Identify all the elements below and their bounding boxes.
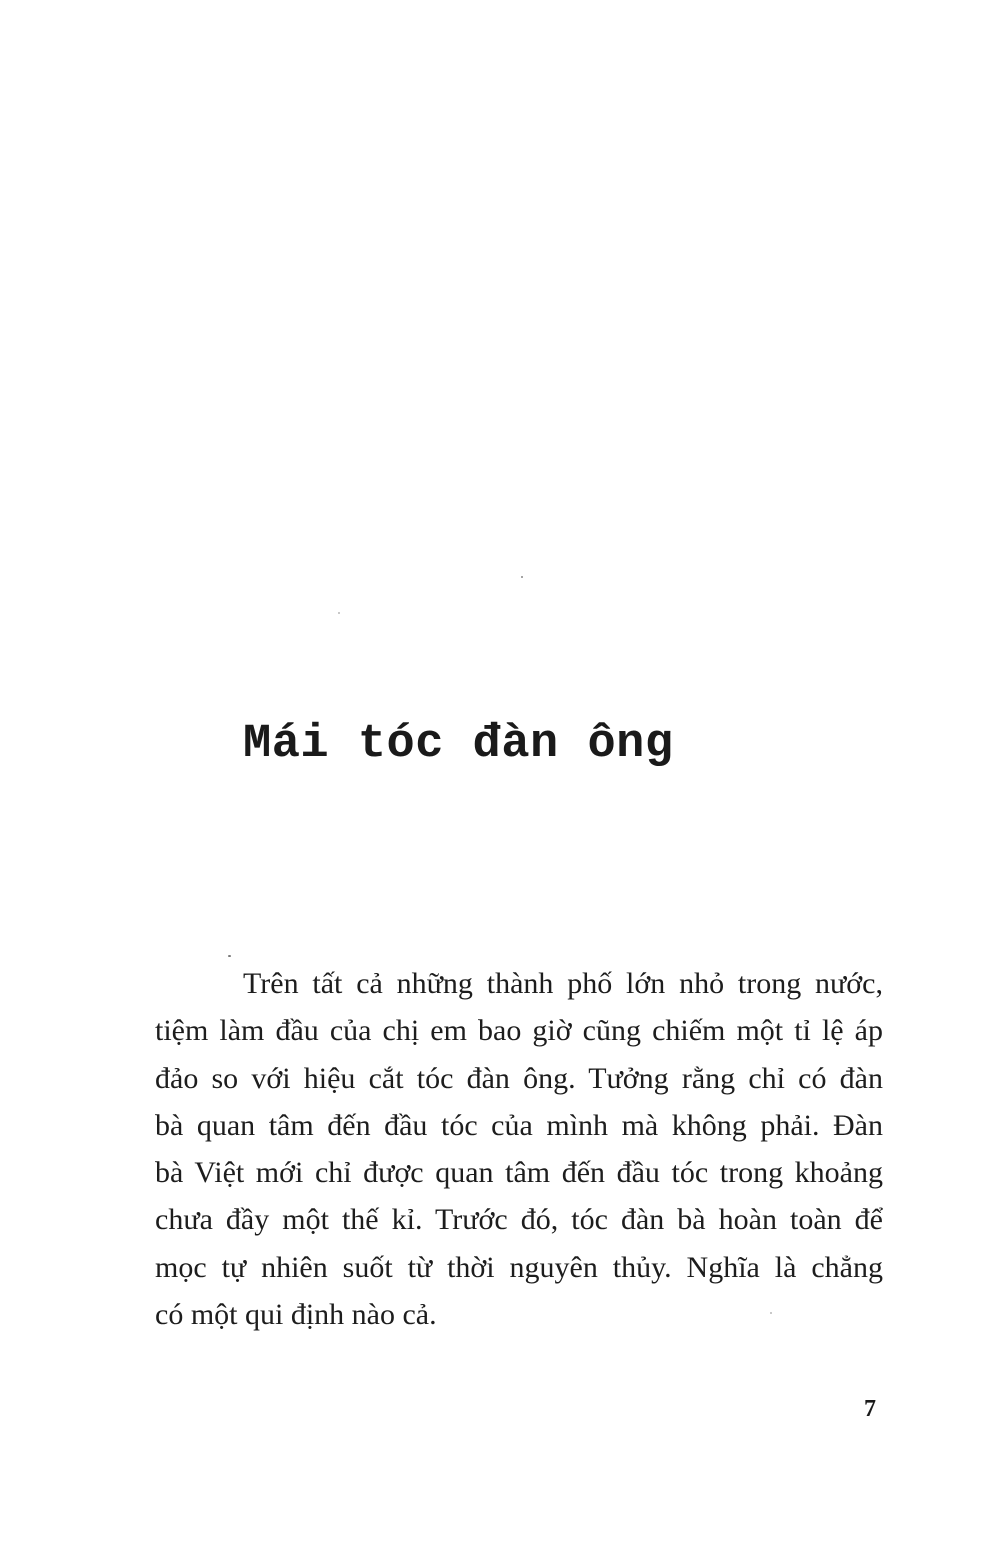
paragraph-line: bà Việt mới chỉ được quan tâm đến đầu tóc trong khoảng	[155, 1156, 883, 1190]
chapter-title: Mái tóc đàn ông	[243, 718, 674, 771]
paragraph-line: bà quan tâm đến đầu tóc của mình mà không phải. Đàn	[155, 1108, 883, 1142]
paper-speck	[338, 612, 340, 614]
paragraph-line: chưa đầy một thế kỉ. Trước đó, tóc đàn bà hoàn toàn để	[155, 1203, 883, 1237]
paper-speck	[228, 955, 231, 957]
paragraph-line: tiệm làm đầu của chị em bao giờ cũng chiếm một tỉ lệ áp	[155, 1014, 883, 1048]
page-number: 7	[864, 1396, 876, 1422]
body-paragraph	[155, 960, 883, 1338]
paragraph-line: đảo so với hiệu cắt tóc đàn ông. Tưởng rằng chỉ có đàn	[155, 1061, 883, 1095]
paragraph-line: Trên tất cả những thành phố lớn nhỏ trong nước,	[243, 967, 883, 1000]
paper-speck	[521, 576, 523, 578]
paragraph-line: mọc tự nhiên suốt từ thời nguyên thủy. Nghĩa là chẳng	[155, 1250, 883, 1284]
paragraph-line: có một qui định nào cả.	[155, 1298, 437, 1332]
